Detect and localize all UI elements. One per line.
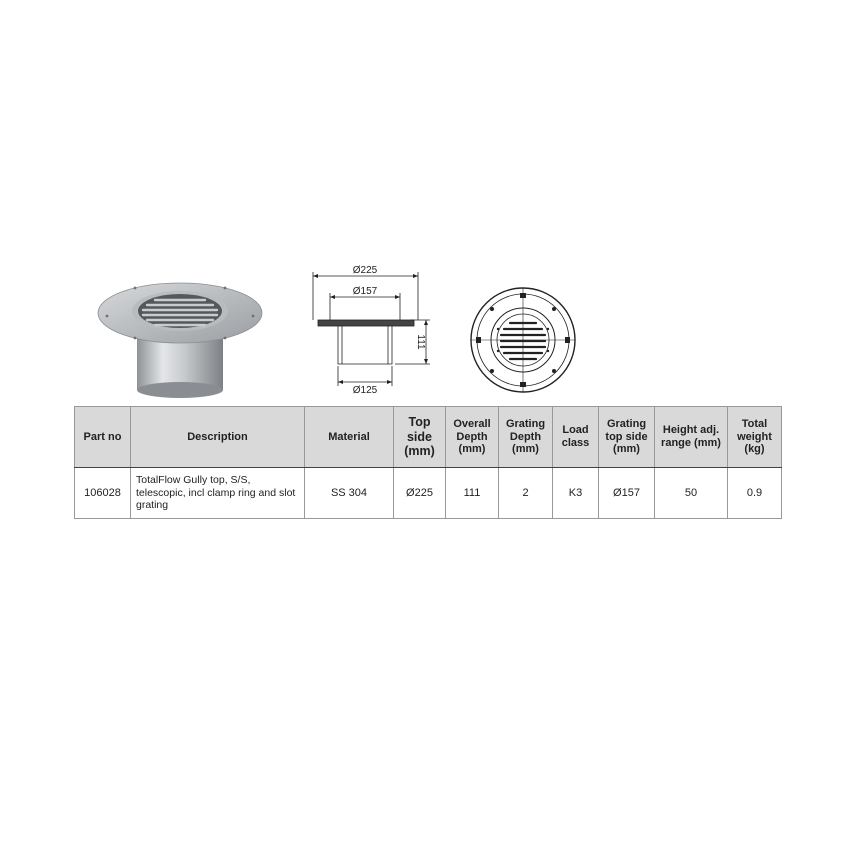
header-load-class: Load class bbox=[553, 407, 599, 468]
header-top-side: Top side (mm) bbox=[394, 407, 446, 468]
flange-diameter-label: Ø225 bbox=[352, 265, 378, 276]
product-photo bbox=[95, 278, 265, 398]
specification-table bbox=[74, 406, 782, 519]
header-overall-depth: Overall Depth (mm) bbox=[446, 407, 499, 468]
cell-part-no: 106028 bbox=[75, 468, 131, 519]
header-height-adj-range: Height adj. range (mm) bbox=[655, 407, 728, 468]
cell-grating-top-side: Ø157 bbox=[599, 468, 655, 519]
cell-grating-depth: 2 bbox=[499, 468, 553, 519]
header-material: Material bbox=[305, 407, 394, 468]
grating-diameter-label: Ø157 bbox=[352, 286, 378, 297]
cell-height-adj-range: 50 bbox=[655, 468, 728, 519]
header-part-no: Part no bbox=[75, 407, 131, 468]
body-diameter-label: Ø125 bbox=[352, 385, 378, 396]
header-description: Description bbox=[131, 407, 305, 468]
side-section-drawing bbox=[300, 262, 440, 400]
header-grating-depth: Grating Depth (mm) bbox=[499, 407, 553, 468]
cell-total-weight: 0.9 bbox=[728, 468, 782, 519]
cell-description: TotalFlow Gully top, S/S, telescopic, incl clamp ring and slot grating bbox=[131, 468, 305, 519]
cell-material: SS 304 bbox=[305, 468, 394, 519]
cell-top-side: Ø225 bbox=[394, 468, 446, 519]
header-total-weight: Total weight (kg) bbox=[728, 407, 782, 468]
cell-load-class: K3 bbox=[553, 468, 599, 519]
cell-overall-depth: 111 bbox=[446, 468, 499, 519]
table-row bbox=[75, 468, 782, 519]
header-grating-top-side: Grating top side (mm) bbox=[599, 407, 655, 468]
top-view-drawing bbox=[468, 285, 578, 395]
table-header-row bbox=[75, 407, 782, 468]
height-label: 111 bbox=[415, 334, 426, 350]
